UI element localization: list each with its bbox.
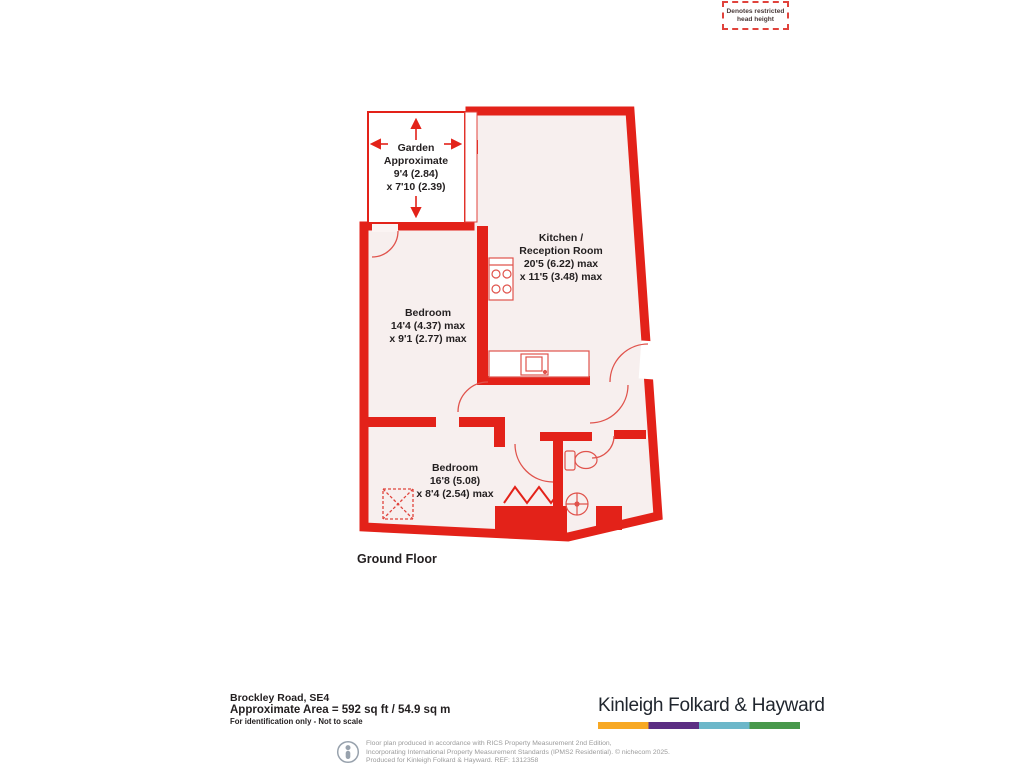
- legal-line: Produced for Kinleigh Folkard & Hayward. REF: 1312358: [366, 757, 539, 765]
- svg-text:16'8 (5.08): 16'8 (5.08): [429, 475, 481, 487]
- legal-block: [366, 740, 670, 766]
- svg-text:Bedroom: Bedroom: [431, 462, 479, 474]
- identification-note: For identification only - Not to scale: [230, 717, 363, 726]
- property-address: Brockley Road, SE4: [230, 692, 330, 704]
- entrance-opening: [639, 340, 659, 379]
- svg-text:Kitchen /: Kitchen /: [538, 232, 584, 244]
- svg-text:9'4 (2.84): 9'4 (2.84): [393, 168, 439, 180]
- svg-text:Reception Room: Reception Room: [519, 245, 603, 257]
- garden-window-strip: [465, 112, 477, 222]
- svg-text:Garden: Garden: [397, 142, 435, 154]
- svg-text:Bedroom: Bedroom: [404, 307, 452, 319]
- floor-title: Ground Floor: [357, 552, 437, 566]
- svg-text:20'5 (6.22) max: 20'5 (6.22) max: [523, 258, 599, 270]
- legend-text: head height: [737, 15, 774, 23]
- brand-logo-text: Kinleigh Folkard & Hayward: [598, 695, 825, 716]
- nichecom-person-icon: [336, 740, 360, 764]
- legal-line: Incorporating International Property Measurement Standards (IPMS2 Residential). © nichecom 2025.: [366, 748, 670, 756]
- svg-text:x 9'1 (2.77) max: x 9'1 (2.77) max: [389, 333, 467, 345]
- brand-color-bar: [598, 722, 800, 729]
- hob-icon: [489, 258, 513, 300]
- svg-text:Approximate: Approximate: [383, 155, 449, 167]
- property-area: Approximate Area = 592 sq ft / 54.9 sq m: [230, 704, 451, 716]
- property-summary: [230, 692, 450, 727]
- svg-text:14'4 (4.37) max: 14'4 (4.37) max: [390, 320, 466, 332]
- svg-text:x 8'4 (2.54) max: x 8'4 (2.54) max: [416, 488, 494, 500]
- legend-text: Denotes restricted: [726, 7, 785, 15]
- svg-text:x 7'10 (2.39): x 7'10 (2.39): [386, 181, 446, 193]
- brand-block: [598, 695, 825, 729]
- legal-line: Floor plan produced in accordance with RICS Property Measurement 2nd Edition,: [366, 740, 612, 747]
- svg-text:x 11'5 (3.48) max: x 11'5 (3.48) max: [519, 271, 603, 283]
